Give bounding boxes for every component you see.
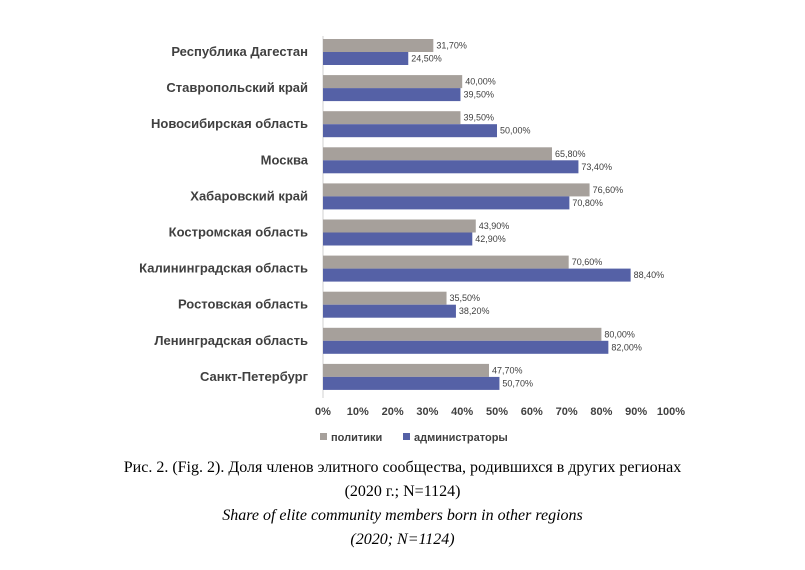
- caption-line-3: Share of elite community members born in other regions: [222, 507, 583, 524]
- bar-administrators: [323, 160, 578, 173]
- bar-politicians: [323, 75, 462, 88]
- legend-label: администраторы: [414, 432, 508, 444]
- data-label: 42,90%: [475, 234, 506, 244]
- category-label: Новосибирская область: [151, 116, 308, 132]
- legend-label: политики: [331, 432, 383, 444]
- data-label: 35,50%: [449, 293, 481, 304]
- data-label: 65,80%: [554, 148, 586, 159]
- legend-swatch-administrators: [403, 433, 410, 440]
- x-tick-label: 100%: [656, 406, 686, 418]
- x-tick-label: 30%: [416, 406, 439, 418]
- caption-line-1: Рис. 2. (Fig. 2). Доля членов элитного сообщества, родившихся в других регионах: [123, 459, 682, 476]
- category-label: Ставропольский край: [166, 80, 308, 96]
- bar-politicians: [323, 256, 569, 269]
- bar-politicians: [323, 220, 476, 233]
- bar-administrators: [323, 88, 460, 101]
- caption-line-2: (2020 г.; N=1124): [344, 483, 461, 500]
- data-label: 70,60%: [571, 257, 603, 268]
- legend-swatch-politicians: [320, 433, 327, 440]
- data-label: 43,90%: [478, 221, 510, 231]
- data-label: 38,20%: [458, 306, 490, 317]
- data-label: 80,00%: [604, 329, 635, 340]
- data-label: 70,80%: [572, 197, 603, 208]
- bar-administrators: [323, 196, 569, 209]
- category-label: Республика Дагестан: [171, 44, 308, 59]
- bar-administrators: [323, 341, 608, 354]
- bar-administrators: [323, 124, 497, 137]
- bar-administrators: [323, 377, 499, 390]
- x-tick-label: 50%: [485, 406, 509, 418]
- bar-administrators: [323, 52, 408, 65]
- bar-politicians: [323, 364, 489, 377]
- data-label: 39,50%: [463, 112, 494, 123]
- bar-politicians: [323, 328, 601, 341]
- data-label: 24,50%: [411, 53, 442, 64]
- category-label: Калининградская область: [139, 260, 308, 276]
- data-label: 82,00%: [611, 342, 642, 353]
- bar-administrators: [323, 305, 456, 318]
- category-label: Москва: [260, 152, 308, 168]
- data-label: 47,70%: [491, 365, 523, 376]
- data-label: 31,70%: [436, 40, 467, 51]
- bar-administrators: [323, 233, 472, 246]
- data-label: 76,60%: [592, 184, 624, 195]
- data-label: 50,00%: [500, 125, 531, 136]
- x-tick-label: 60%: [520, 406, 543, 418]
- x-tick-label: 0%: [315, 406, 331, 418]
- bar-administrators: [323, 269, 631, 282]
- bar-politicians: [323, 39, 433, 52]
- x-tick-label: 70%: [555, 406, 578, 418]
- bar-politicians: [323, 111, 460, 124]
- data-label: 73,40%: [581, 161, 612, 172]
- category-label: Ростовская область: [177, 296, 308, 312]
- category-label: Костромская область: [168, 224, 308, 240]
- bar-politicians: [323, 183, 590, 196]
- data-label: 88,40%: [633, 270, 665, 281]
- category-label: Ленинградская область: [154, 332, 308, 348]
- x-tick-label: 20%: [381, 406, 404, 418]
- x-tick-label: 10%: [346, 406, 369, 418]
- bar-politicians: [323, 147, 552, 160]
- bar-politicians: [323, 292, 447, 305]
- x-tick-label: 80%: [590, 406, 613, 418]
- category-label: Санкт-Петербург: [199, 368, 308, 384]
- data-label: 40,00%: [465, 76, 496, 87]
- x-tick-label: 40%: [451, 406, 474, 418]
- data-label: 39,50%: [463, 89, 494, 100]
- x-tick-label: 90%: [625, 406, 648, 418]
- data-label: 50,70%: [502, 378, 533, 389]
- caption-line-4: (2020; N=1124): [350, 531, 455, 548]
- category-label: Хабаровский край: [190, 188, 308, 204]
